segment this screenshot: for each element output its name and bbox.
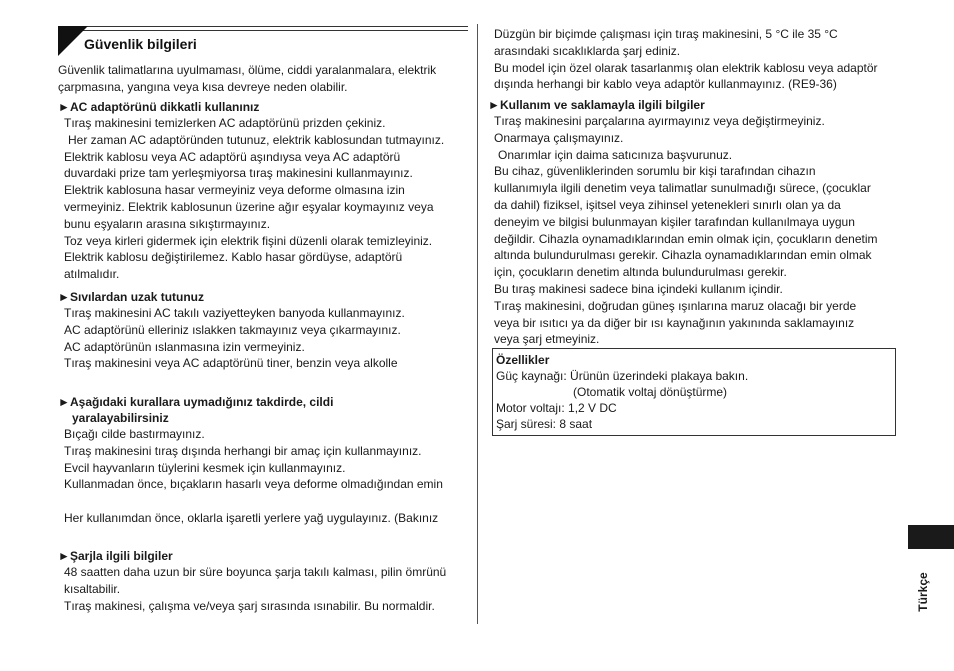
column-divider xyxy=(477,24,478,624)
page-title: Güvenlik bilgileri xyxy=(84,36,197,52)
section-title: ►Şarjla ilgili bilgiler xyxy=(58,549,173,563)
arrow-right-icon: ► xyxy=(58,549,70,563)
arrow-right-icon: ► xyxy=(58,395,70,409)
section-title: ►Kullanım ve saklamayla ilgili bilgiler xyxy=(488,98,705,112)
section-liquids: ►Sıvılardan uzak tutunuz Tıraş makinesini AC takılı vaziyetteyken banyoda kullanmayınız. AC adaptörünü elleriniz ıslakken takmayınız veya çıkarmayınız. AC adaptörünün ıslanmasına izin vermeyiniz. Tıraş makinesini veya AC adaptörünü tiner, benzin veya alkolle xyxy=(58,289,468,372)
section-heading xyxy=(58,26,468,58)
section-usage-storage: ►Kullanım ve saklamayla ilgili bilgiler Tıraş makinesini parçalarına ayırmayınız veya değiştirmeyiniz. Onarmaya çalışmayınız. Onarımlar için daima satıcınıza başvurunuz. Bu cihaz, güvenliklerinden sorumlu bir kişi tarafından cihazın kullanımıyla ilgili denetim veya talimatlar sunulmadığı sürece, (çocuklar da dahil) fiziksel, işitsel veya zihinsel yetenekleri sınırlı olan ya da deneyim ve bilgisi bulunmayan kişiler tarafından kullanılmaya uygun değildir. Cihazla oynamadıklarından emin olmak için, çocukların denetim altında bulundurulması gerekir. Cihazla oynamadıklarından emin olmak için, çocukların denetim altında bulundurulması gerekir. Bu tıraş makinesi sadece bina içindeki kullanım içindir. Tıraş makinesini, doğrudan güneş ışınlarına maruz olacağı bir yerde veya bir ısıtıcı ya da diğer bir ısı kaynağının yakınında saklamayınız veya şarj etmeyiniz. xyxy=(488,97,898,348)
motor-voltage: Motor voltajı: 1,2 V DC xyxy=(496,401,617,415)
section-ac-adapter: ►AC adaptörünü dikkatli kullanınız Tıraş makinesini temizlerken AC adaptörünü prizden çekiniz. Her zaman AC adaptöründen tutunuz, elektrik kablosundan tutmayınız. Elektrik kablosu veya AC adaptörü aşındıysa veya AC adaptörü duvardaki prize tam yerleşmiyorsa tıraş makinesini kullanmayınız. Elektrik kablosuna hasar vermeyiniz veya deforme olmasına izin vermeyiniz. Elektrik kablosunun üzerine ağır eşyalar koymayınız veya bunu eşyaların arasına sıkıştırmayınız. Toz veya kirleri gidermek için elektrik fişini düzenli olarak temizleyiniz. Elektrik kablosu değiştirilemez. Kablo hasar gördüyse, adaptörü atılmalıdır. xyxy=(58,99,468,283)
section-title: ►Sıvılardan uzak tutunuz xyxy=(58,290,205,304)
power-supply: Güç kaynağı: Ürünün üzerindeki plakaya bakın. xyxy=(496,369,749,383)
language-tab-marker xyxy=(908,525,954,549)
specifications-box xyxy=(492,348,896,436)
heading-rule-bottom xyxy=(58,30,468,31)
specifications-title: Özellikler xyxy=(496,353,550,367)
arrow-right-icon: ► xyxy=(58,100,70,114)
language-label: Türkçe xyxy=(916,572,930,612)
heading-rule-top xyxy=(58,26,468,27)
section-skin: ►Aşağıdaki kurallara uymadığınız takdirde, cildi yaralayabilirsiniz Bıçağı cilde bastırmayınız. Tıraş makinesini tıraş dışında herhangi bir amaç için kullanmayınız. Evcil hayvanların tüylerini kesmek için kullanmayınız. Kullanmadan önce, bıçakların hasarlı veya deforme olmadığından emin Her kullanımdan önce, oklarla işaretli yerlere yağ uygulayınız. (Bakınız xyxy=(58,394,468,527)
intro-paragraph: Güvenlik talimatlarına uyulmaması, ölüme, ciddi yaralanmalara, elektrik çarpmasına, yangına veya kısa devreye neden olabilir. xyxy=(58,63,437,94)
arrow-right-icon: ► xyxy=(488,98,500,112)
arrow-right-icon: ► xyxy=(58,290,70,304)
charging-info-continued: Düzgün bir biçimde çalışması için tıraş makinesini, 5 °C ile 35 °C arasındaki sıcaklıklarda şarj ediniz. Bu model için özel olarak tasarlanmış olan elektrik kablosu veya adaptör dışında herhangi bir kablo veya adaptör kullanmayınız. (RE9-36) xyxy=(494,27,878,92)
section-title: ►AC adaptörünü dikkatli kullanınız xyxy=(58,100,260,114)
section-title: ►Aşağıdaki kurallara uymadığınız takdirde, cildi xyxy=(58,395,334,409)
section-charging: ►Şarjla ilgili bilgiler 48 saatten daha uzun bir süre boyunca şarja takılı kalması, pilin ömrünü kısaltabilir. Tıraş makinesi, çalışma ve/veya şarj sırasında ısınabilir. Bu normaldir. xyxy=(58,548,468,614)
charging-time: Şarj süresi: 8 saat xyxy=(496,417,593,431)
power-supply-note: (Otomatik voltaj dönüştürme) xyxy=(573,385,728,399)
